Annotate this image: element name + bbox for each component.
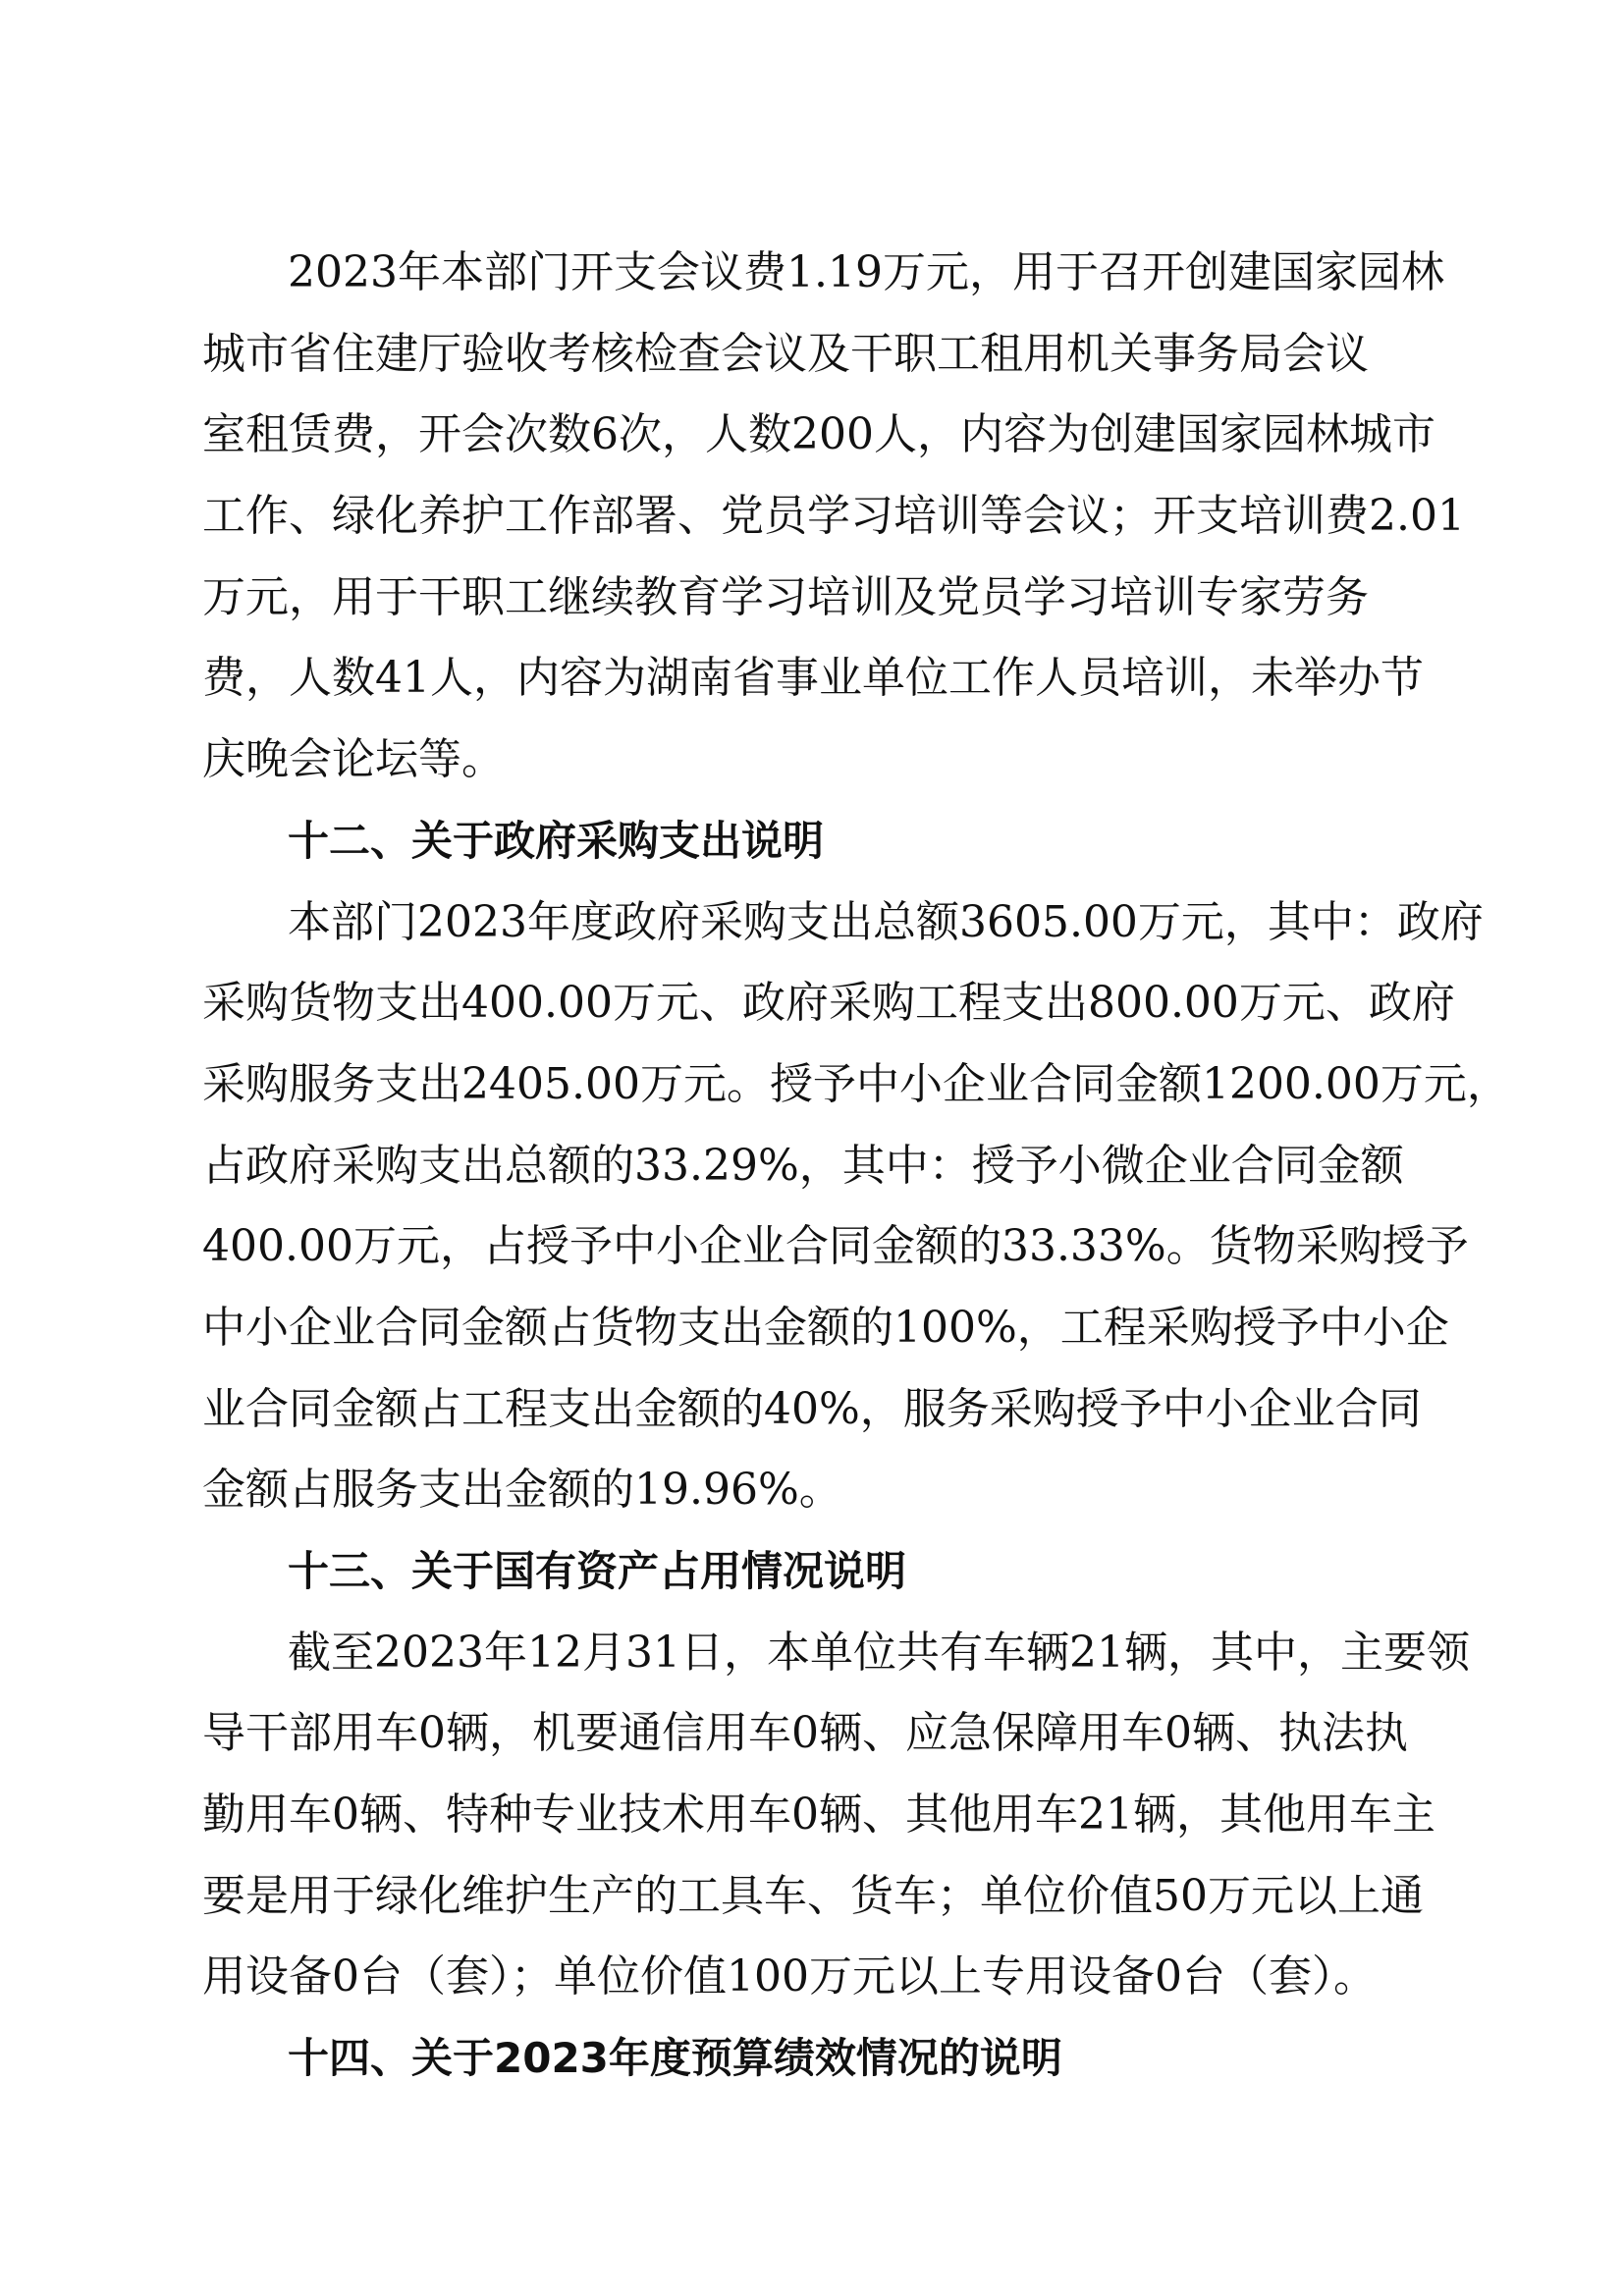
- text-line: 用设备0台（套）；单位价值100万元以上专用设备0台（套）。: [202, 1951, 1377, 2002]
- text-line: 金额占服务支出金额的19.96%。: [202, 1465, 842, 1515]
- section-heading-performance: 十四、关于2023年度预算绩效情况的说明: [288, 2034, 1062, 2082]
- text-line: 庆晚会论坛等。: [202, 734, 505, 784]
- text-line: 万元，用于干职工继续教育学习培训及党员学习培训专家劳务: [202, 572, 1369, 622]
- text-line: 城市省住建厅验收考核检查会议及干职工租用机关事务局会议: [202, 329, 1369, 379]
- text-line: 导干部用车0辆，机要通信用车0辆、应急保障用车0辆、执法执: [202, 1708, 1408, 1758]
- text-line: 要是用于绿化维护生产的工具车、货车；单位价值50万元以上通: [202, 1871, 1424, 1921]
- section-heading-procurement: 十二、关于政府采购支出说明: [288, 817, 825, 865]
- text-line: 本部门2023年度政府采购支出总额3605.00万元，其中：政府: [288, 897, 1484, 947]
- text-line: 业合同金额占工程支出金额的40%，服务采购授予中小企业合同: [202, 1384, 1422, 1434]
- text-line: 占政府采购支出总额的33.29%，其中：授予小微企业合同金额: [202, 1141, 1404, 1191]
- text-line: 截至2023年12月31日，本单位共有车辆21辆，其中，主要领: [288, 1628, 1470, 1678]
- text-line: 室租赁费，开会次数6次，人数200人，内容为创建国家园林城市: [202, 409, 1435, 459]
- text-line: 400.00万元，占授予中小企业合同金额的33.33%。货物采购授予: [202, 1221, 1469, 1271]
- text-line: 勤用车0辆、特种专业技术用车0辆、其他用车21辆，其他用车主: [202, 1789, 1435, 1840]
- text-line: 2023年本部门开支会议费1.19万元，用于召开创建国家园林: [288, 247, 1444, 297]
- text-line: 费，人数41人，内容为湖南省事业单位工作人员培训，未举办节: [202, 653, 1424, 703]
- text-line: 中小企业合同金额占货物支出金额的100%，工程采购授予中小企: [202, 1303, 1449, 1353]
- text-line: 采购货物支出400.00万元、政府采购工程支出800.00万元、政府: [202, 978, 1455, 1028]
- text-line: 工作、绿化养护工作部署、党员学习培训等会议；开支培训费2.01: [202, 491, 1465, 541]
- section-heading-state-assets: 十三、关于国有资产占用情况说明: [288, 1547, 907, 1595]
- text-line: 采购服务支出2405.00万元。授予中小企业合同金额1200.00万元，: [202, 1059, 1510, 1109]
